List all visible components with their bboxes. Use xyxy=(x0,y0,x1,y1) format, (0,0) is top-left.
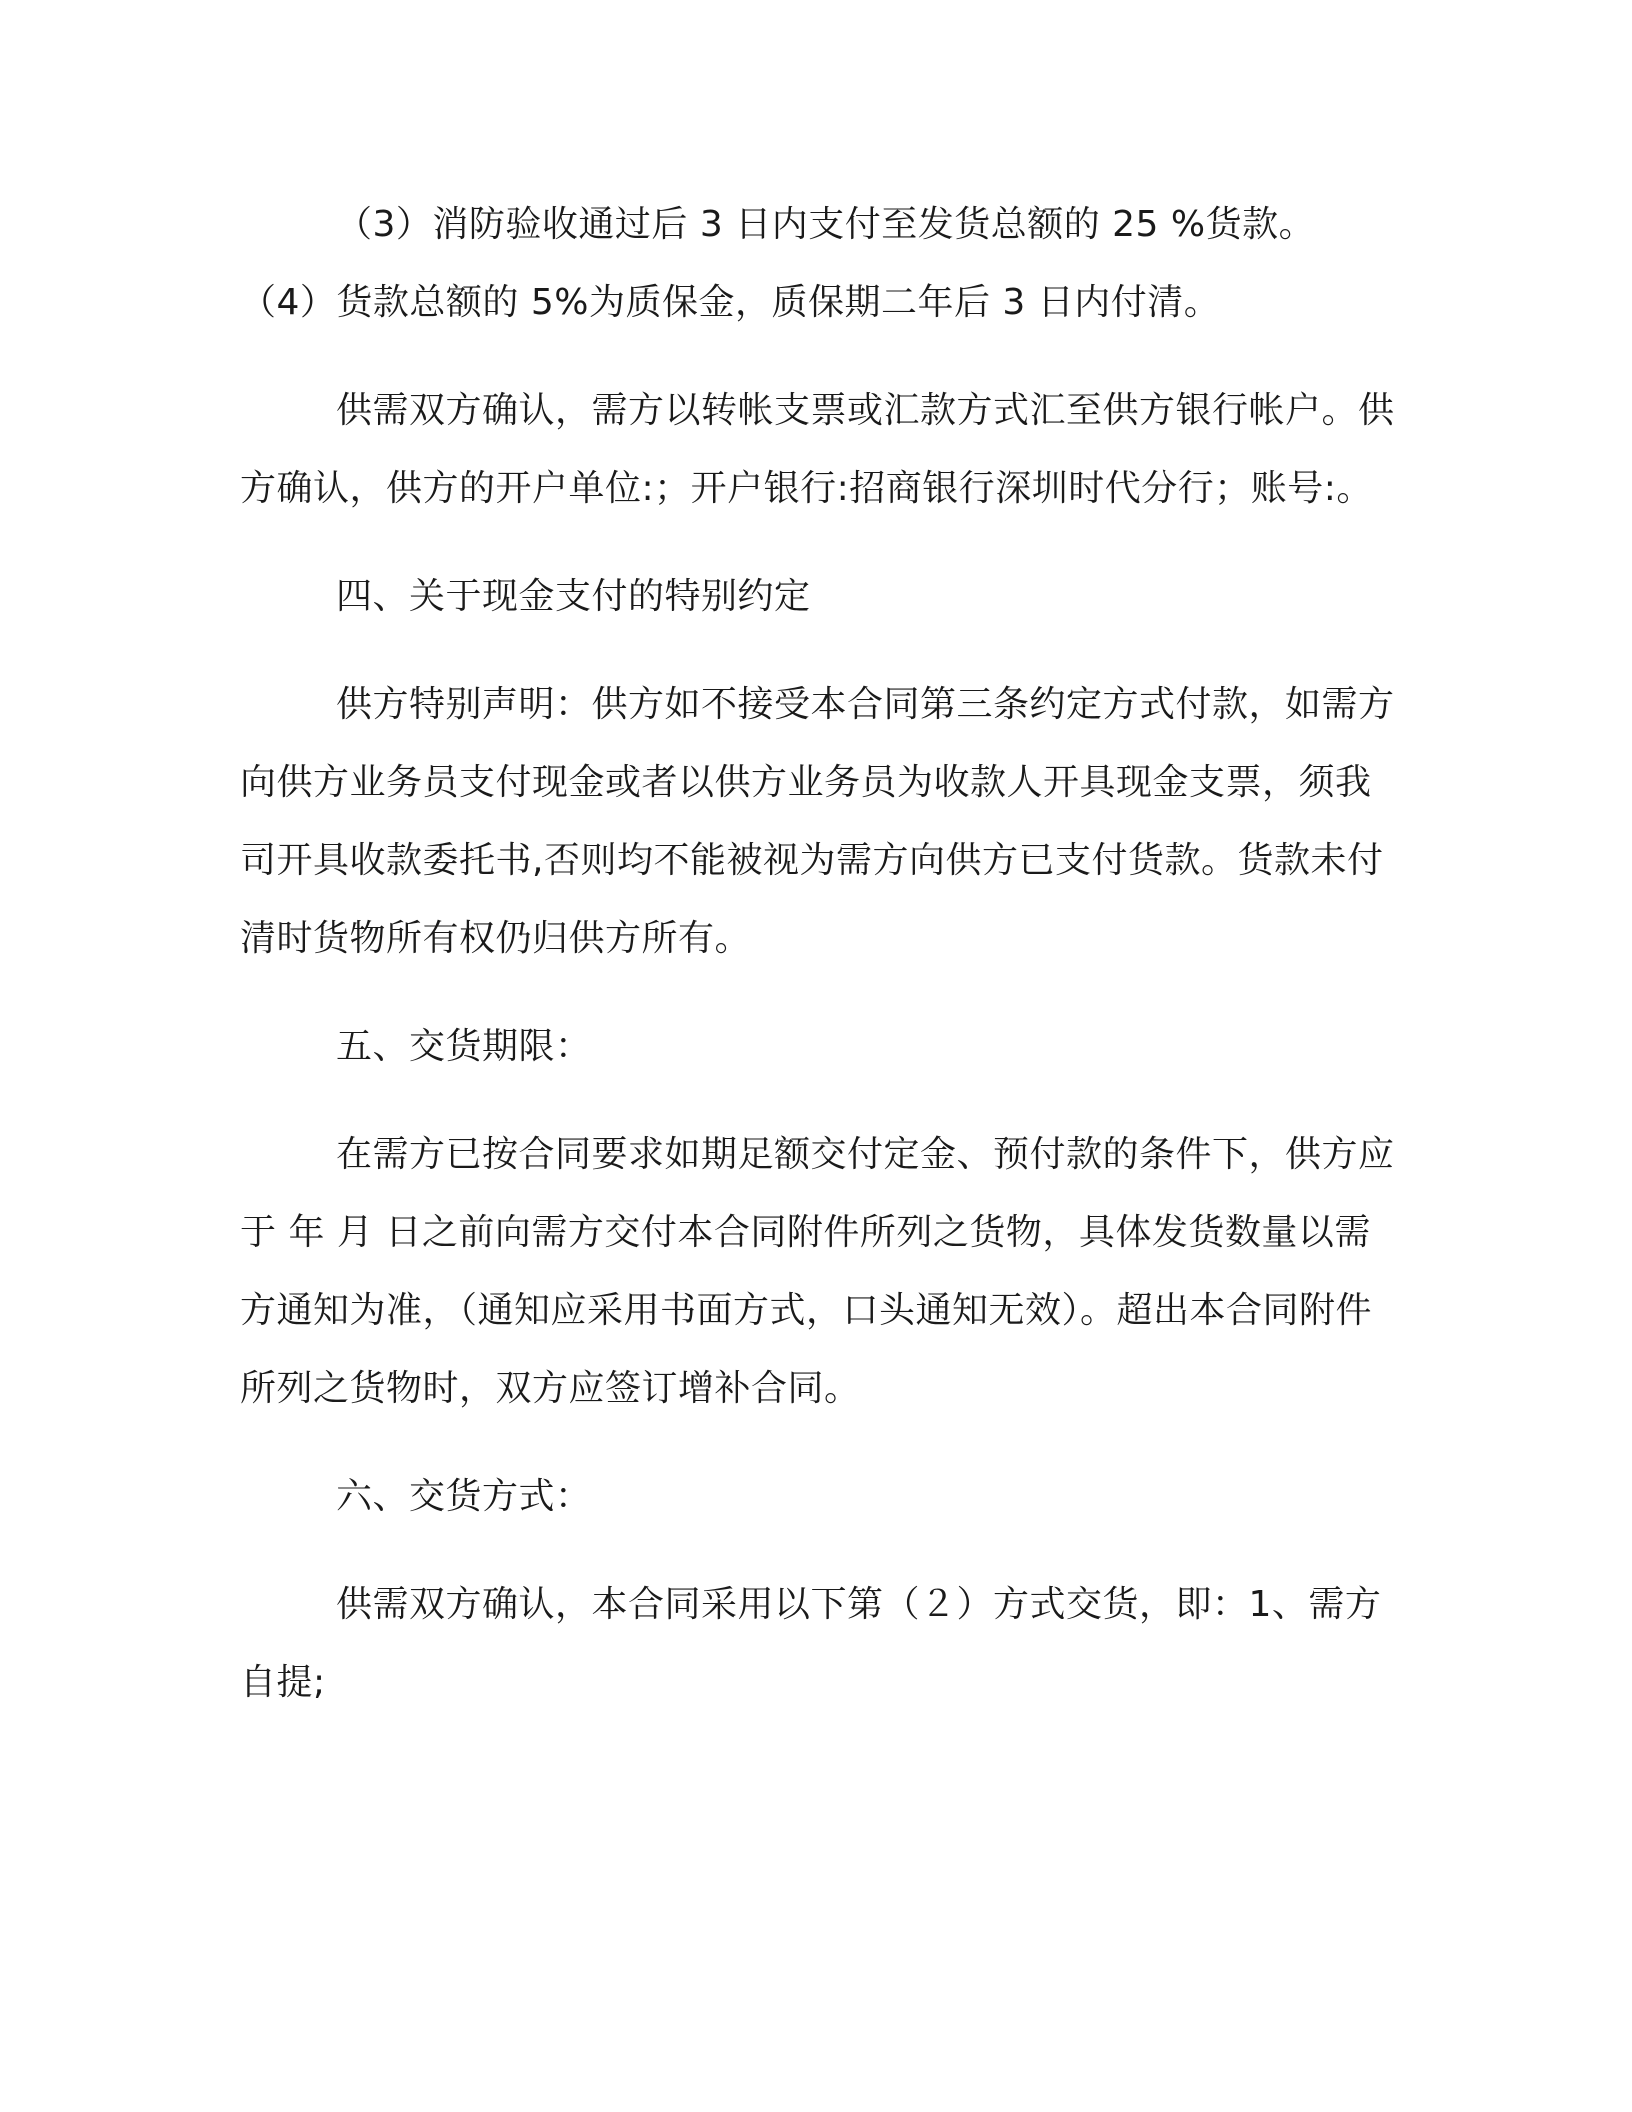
cash-payment-paragraph: 供方特别声明：供方如不接受本合同第三条约定方式付款，如需方向供方业务员支付现金或者以供方业务员为收款人开具现金支票，须我司开具收款委托书,否则均不能被视为需方向供方已支付货款。货款未付清时货物所有权仍归供方所有。 xyxy=(240,684,1395,959)
delivery-method-paragraph: 供需双方确认，本合同采用以下第（２）方式交货，即：1、需方自提; xyxy=(240,1584,1382,1703)
document-body xyxy=(240,186,1396,1752)
payment-terms-paragraph: （3）消防验收通过后 3 日内支付至发货总额的 25 %货款。 （4）货款总额的 5%为质保金，质保期二年后 3 日内付清。 xyxy=(240,204,1316,323)
section-four-heading: 四、关于现金支付的特别约定 xyxy=(336,576,811,617)
section-six-heading: 六、交货方式： xyxy=(336,1476,592,1517)
section-five-heading: 五、交货期限： xyxy=(336,1026,592,1067)
bank-account-paragraph: 供需双方确认，需方以转帐支票或汇款方式汇至供方银行帐户。供方确认，供方的开户单位:；开户银行:招商银行深圳时代分行；账号:。 xyxy=(240,390,1395,509)
delivery-deadline-paragraph: 在需方已按合同要求如期足额交付定金、预付款的条件下，供方应于 年 月 日之前向需方交付本合同附件所列之货物，具体发货数量以需方通知为准，（通知应采用书面方式，口头通知无效）。超出本合同附件所列之货物时，双方应签订增补合同。 xyxy=(240,1134,1395,1409)
